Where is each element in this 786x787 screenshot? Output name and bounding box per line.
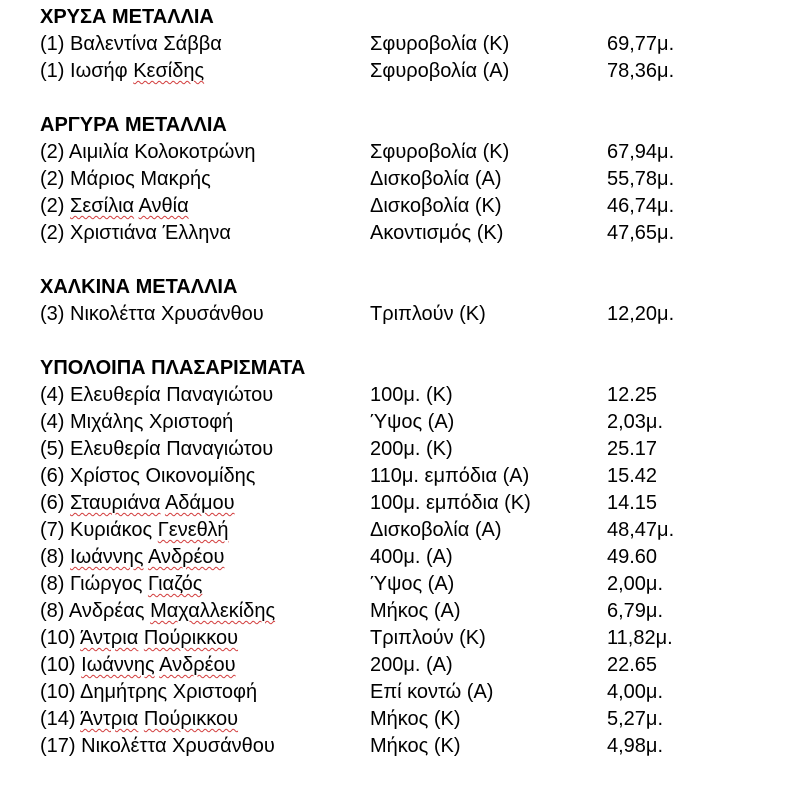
result-row bbox=[40, 679, 780, 706]
event-name: 200μ. (Κ) bbox=[370, 438, 453, 460]
event-name: Μήκος (Κ) bbox=[370, 708, 461, 730]
athlete-name: Ελευθερία Παναγιώτου bbox=[70, 438, 274, 460]
placement-rank: (4) bbox=[40, 411, 65, 433]
placement-rank: (2) bbox=[40, 141, 65, 163]
placement-rank: (3) bbox=[40, 303, 65, 325]
result-value: 4,98μ. bbox=[607, 735, 664, 757]
athlete-cell bbox=[40, 517, 228, 544]
athlete-cell bbox=[40, 409, 233, 436]
section-heading: ΑΡΓΥΡΑ ΜΕΤΑΛΛΙΑ bbox=[40, 114, 227, 136]
athlete-cell bbox=[40, 598, 275, 625]
event-name: Μήκος (Α) bbox=[370, 600, 461, 622]
placement-rank: (4) bbox=[40, 384, 65, 406]
result-value: 25.17 bbox=[607, 438, 658, 460]
result-row bbox=[40, 463, 780, 490]
section-heading: ΥΠΟΛΟΙΠΑ ΠΛΑΣΑΡΙΣΜΑΤΑ bbox=[40, 357, 306, 379]
athlete-name: Ιωάννης Ανδρέου bbox=[81, 654, 236, 676]
placement-rank: (5) bbox=[40, 438, 65, 460]
result-value: 12,20μ. bbox=[607, 303, 675, 325]
result-row bbox=[40, 382, 780, 409]
event-name: Σφυροβολία (Α) bbox=[370, 60, 510, 82]
result-value: 15.42 bbox=[607, 465, 658, 487]
athlete-name: Μιχάλης Χριστοφή bbox=[70, 411, 234, 433]
result-row bbox=[40, 517, 780, 544]
athlete-name: Σταυριάνα Αδάμου bbox=[70, 492, 235, 514]
event-name: 100μ. εμπόδια (Κ) bbox=[370, 492, 531, 514]
athlete-name: Γιώργος Γιαζός bbox=[70, 573, 203, 595]
result-row bbox=[40, 544, 780, 571]
event-name: 400μ. (Α) bbox=[370, 546, 453, 568]
placement-rank: (6) bbox=[40, 465, 65, 487]
athlete-cell bbox=[40, 220, 231, 247]
result-value: 12.25 bbox=[607, 384, 658, 406]
placement-rank: (10) bbox=[40, 654, 76, 676]
result-value: 78,36μ. bbox=[607, 60, 675, 82]
result-value: 2,00μ. bbox=[607, 573, 664, 595]
athlete-cell bbox=[40, 463, 255, 490]
result-value: 14.15 bbox=[607, 492, 658, 514]
placement-rank: (17) bbox=[40, 735, 76, 757]
athlete-cell bbox=[40, 193, 189, 220]
event-name: Ακοντισμός (Κ) bbox=[370, 222, 504, 244]
athlete-cell bbox=[40, 544, 224, 571]
athlete-cell bbox=[40, 490, 235, 517]
athlete-name: Νικολέττα Χρυσάνθου bbox=[81, 735, 275, 757]
event-name: Δισκοβολία (Κ) bbox=[370, 195, 502, 217]
placement-rank: (14) bbox=[40, 708, 76, 730]
athlete-cell bbox=[40, 625, 238, 652]
placement-rank: (7) bbox=[40, 519, 65, 541]
event-name: 200μ. (Α) bbox=[370, 654, 453, 676]
result-row bbox=[40, 490, 780, 517]
result-value: 4,00μ. bbox=[607, 681, 664, 703]
result-value: 46,74μ. bbox=[607, 195, 675, 217]
event-name: Τριπλούν (Κ) bbox=[370, 303, 486, 325]
athlete-name: Ιωσήφ Κεσίδης bbox=[70, 60, 205, 82]
result-value: 69,77μ. bbox=[607, 33, 675, 55]
placement-rank: (8) bbox=[40, 573, 65, 595]
placement-rank: (1) bbox=[40, 60, 65, 82]
athlete-cell bbox=[40, 31, 222, 58]
result-value: 6,79μ. bbox=[607, 600, 664, 622]
event-name: Επί κοντώ (Α) bbox=[370, 681, 494, 703]
result-row bbox=[40, 193, 780, 220]
result-row bbox=[40, 139, 780, 166]
athlete-name: Μάριος Μακρής bbox=[70, 168, 211, 190]
result-row bbox=[40, 733, 780, 760]
athlete-name: Νικολέττα Χρυσάνθου bbox=[70, 303, 264, 325]
athlete-cell bbox=[40, 58, 204, 85]
placement-rank: (2) bbox=[40, 222, 65, 244]
result-row bbox=[40, 301, 780, 328]
section-heading: ΧΡΥΣΑ ΜΕΤΑΛΛΙΑ bbox=[40, 6, 214, 28]
athlete-cell bbox=[40, 301, 264, 328]
athlete-cell bbox=[40, 679, 257, 706]
athlete-name: Σεσίλια Ανθία bbox=[70, 195, 189, 217]
section-heading: ΧΑΛΚΙΝΑ ΜΕΤΑΛΛΙΑ bbox=[40, 276, 238, 298]
athlete-cell bbox=[40, 652, 236, 679]
event-name: Δισκοβολία (Α) bbox=[370, 519, 502, 541]
athlete-name: Ανδρέας Μαχαλλεκίδης bbox=[68, 600, 276, 622]
event-name: 100μ. (Κ) bbox=[370, 384, 453, 406]
placement-rank: (1) bbox=[40, 33, 65, 55]
result-value: 2,03μ. bbox=[607, 411, 664, 433]
placement-rank: (10) bbox=[40, 627, 76, 649]
placement-rank: (10) bbox=[40, 681, 76, 703]
placement-rank: (2) bbox=[40, 168, 65, 190]
athlete-cell bbox=[40, 571, 202, 598]
athlete-name: Ιωάννης Ανδρέου bbox=[70, 546, 225, 568]
placement-rank: (8) bbox=[40, 600, 65, 622]
athlete-cell bbox=[40, 706, 238, 733]
event-name: Σφυροβολία (Κ) bbox=[370, 33, 510, 55]
placement-rank: (2) bbox=[40, 195, 65, 217]
result-value: 47,65μ. bbox=[607, 222, 675, 244]
result-value: 67,94μ. bbox=[607, 141, 675, 163]
athlete-name: Χρίστος Οικονομίδης bbox=[70, 465, 256, 487]
athlete-cell bbox=[40, 733, 275, 760]
athlete-cell bbox=[40, 166, 211, 193]
athlete-name: Αιμιλία Κολοκοτρώνη bbox=[68, 141, 256, 163]
result-value: 22.65 bbox=[607, 654, 658, 676]
medal-section bbox=[40, 355, 780, 760]
result-value: 49.60 bbox=[607, 546, 658, 568]
athlete-name: Άντρια Πούρικκου bbox=[80, 627, 239, 649]
athlete-cell bbox=[40, 436, 273, 463]
placement-rank: (8) bbox=[40, 546, 65, 568]
result-row bbox=[40, 652, 780, 679]
result-row bbox=[40, 625, 780, 652]
athlete-name: Δημήτρης Χριστοφή bbox=[80, 681, 258, 703]
placement-rank: (6) bbox=[40, 492, 65, 514]
athlete-name: Χριστιάνα Έλληνα bbox=[70, 222, 231, 244]
result-row bbox=[40, 220, 780, 247]
document-body bbox=[40, 4, 780, 787]
event-name: Δισκοβολία (Α) bbox=[370, 168, 502, 190]
event-name: Μήκος (Κ) bbox=[370, 735, 461, 757]
result-value: 11,82μ. bbox=[607, 627, 673, 649]
athlete-cell bbox=[40, 139, 256, 166]
athlete-name: Άντρια Πούρικκου bbox=[80, 708, 239, 730]
athlete-name: Βαλεντίνα Σάββα bbox=[70, 33, 222, 55]
result-row bbox=[40, 706, 780, 733]
medal-section bbox=[40, 112, 780, 247]
event-name: Σφυροβολία (Κ) bbox=[370, 141, 510, 163]
result-value: 55,78μ. bbox=[607, 168, 675, 190]
result-row bbox=[40, 58, 780, 85]
medal-section bbox=[40, 4, 780, 85]
result-row bbox=[40, 436, 780, 463]
event-name: Ύψος (Α) bbox=[370, 411, 455, 433]
event-name: 110μ. εμπόδια (Α) bbox=[370, 465, 530, 487]
result-row bbox=[40, 571, 780, 598]
athlete-cell bbox=[40, 382, 273, 409]
result-row bbox=[40, 166, 780, 193]
result-row bbox=[40, 31, 780, 58]
athlete-name: Κυριάκος Γενεθλή bbox=[70, 519, 229, 541]
event-name: Ύψος (Α) bbox=[370, 573, 455, 595]
result-row bbox=[40, 598, 780, 625]
medal-section bbox=[40, 274, 780, 328]
result-value: 48,47μ. bbox=[607, 519, 675, 541]
event-name: Τριπλούν (Κ) bbox=[370, 627, 486, 649]
result-row bbox=[40, 409, 780, 436]
result-value: 5,27μ. bbox=[607, 708, 664, 730]
athlete-name: Ελευθερία Παναγιώτου bbox=[70, 384, 274, 406]
